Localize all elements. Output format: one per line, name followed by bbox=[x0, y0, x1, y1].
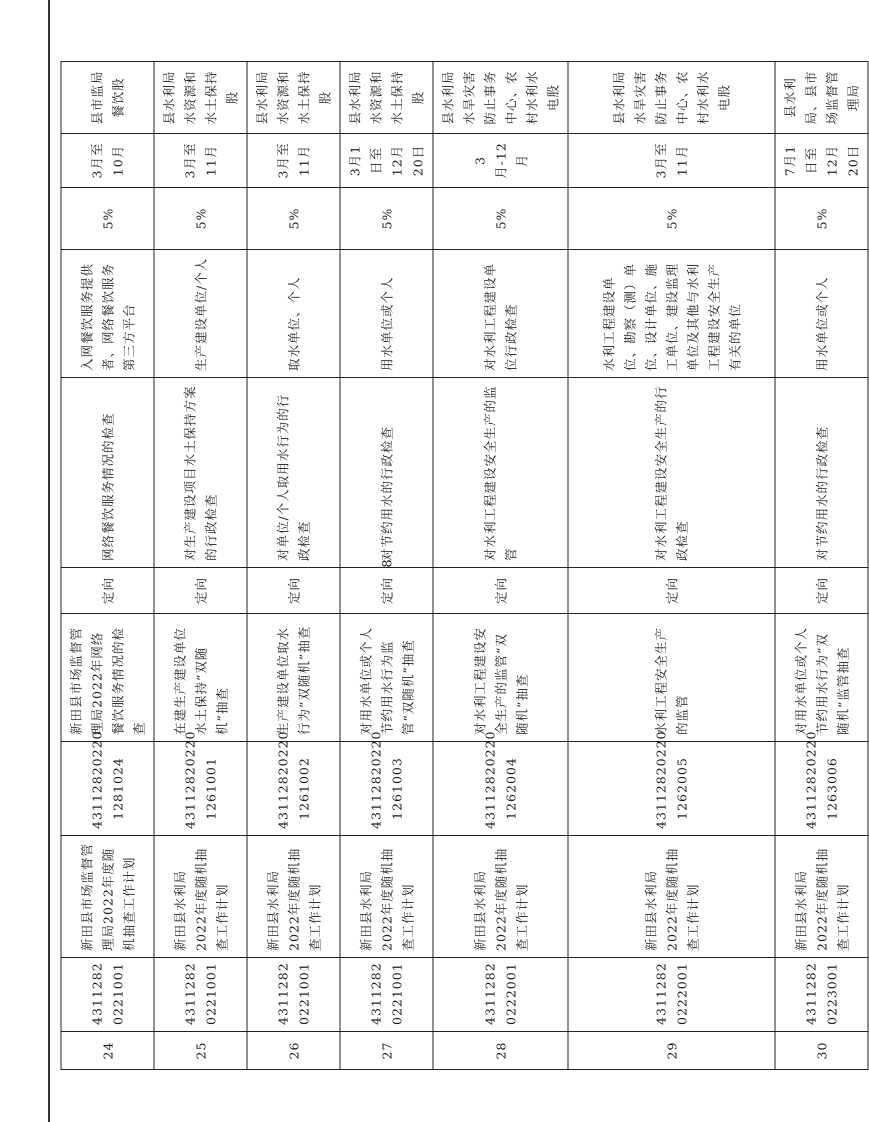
cell-object: 对水利工程建设单位行政检查 bbox=[433, 250, 568, 378]
cell-task-code: 43112820220 1261001 bbox=[154, 742, 247, 836]
cell-no: 30 bbox=[775, 1032, 868, 1070]
cell-object: 取水单位、个人 bbox=[247, 250, 340, 378]
cell-code: 4311282 0222001 bbox=[433, 958, 568, 1032]
table-row bbox=[775, 62, 868, 1070]
cell-object: 水利工程建设单位、勘察（测）单位、设计单位、施工单位、建设监理单位及其他与水利工程建设安全生产有关的单位 bbox=[568, 250, 775, 378]
cell-dept: 县水利局、县市场监督管理局 bbox=[775, 62, 868, 134]
cell-type: 定向 bbox=[247, 568, 340, 614]
cell-type: 定向 bbox=[775, 568, 868, 614]
cell-task-name: 新田县市场监督管理局2022年网络餐饮服务情况的检查 bbox=[61, 614, 154, 742]
cell-plan: 新田县水利局2022年度随机抽查工作计划 bbox=[433, 836, 568, 958]
cell-dept: 县水利局水旱灾害防止事务中心、农村水利水电股 bbox=[568, 62, 775, 134]
cell-task-code: 43112820220 1263006 bbox=[775, 742, 868, 836]
cell-task-code: 43112820220 1261003 bbox=[340, 742, 433, 836]
cell-type: 定向 bbox=[154, 568, 247, 614]
cell-plan: 新田县水利局2022年度随机抽查工作计划 bbox=[775, 836, 868, 958]
page-edge-line bbox=[48, 0, 50, 1122]
cell-item: 对水利工程建设安全生产的监管 bbox=[433, 378, 568, 568]
table-row bbox=[61, 62, 154, 1070]
cell-item: 对水利工程建设安全生产的行政检查 bbox=[568, 378, 775, 568]
cell-code: 4311282 0222001 bbox=[568, 958, 775, 1032]
table-body bbox=[61, 62, 868, 1070]
cell-task-name: 在建生产建设单位水土保持“双随机”抽查 bbox=[154, 614, 247, 742]
cell-type: 定向 bbox=[568, 568, 775, 614]
cell-ratio: 5% bbox=[568, 188, 775, 250]
cell-plan: 新田县市场监督管理局2022年度随机抽查工作计划 bbox=[61, 836, 154, 958]
cell-dept: 县水利局水资源和水土保持股 bbox=[247, 62, 340, 134]
cell-task-code: 43112820220 1261002 bbox=[247, 742, 340, 836]
cell-item: 网络餐饮服务情况的检查 bbox=[61, 378, 154, 568]
cell-type: 定向 bbox=[433, 568, 568, 614]
cell-code: 4311282 0221001 bbox=[247, 958, 340, 1032]
cell-item: 对节约用水的行政检查 bbox=[340, 378, 433, 568]
cell-dept: 县水利局水资源和水土保持股 bbox=[154, 62, 247, 134]
cell-type: 定向 bbox=[340, 568, 433, 614]
cell-time: 3月至10月 bbox=[61, 134, 154, 188]
cell-ratio: 5% bbox=[775, 188, 868, 250]
cell-no: 29 bbox=[568, 1032, 775, 1070]
cell-task-code: 43112820220 1262005 bbox=[568, 742, 775, 836]
cell-plan: 新田县水利局2022年度随机抽查工作计划 bbox=[154, 836, 247, 958]
cell-item: 对单位/个人取用水行为的行政检查 bbox=[247, 378, 340, 568]
cell-no: 26 bbox=[247, 1032, 340, 1070]
cell-task-name: 生产建设单位取水行为“双随机”抽查 bbox=[247, 614, 340, 742]
cell-object: 生产建设单位/个人 bbox=[154, 250, 247, 378]
cell-code: 4311282 0221001 bbox=[61, 958, 154, 1032]
cell-no: 25 bbox=[154, 1032, 247, 1070]
inspection-plan-table bbox=[61, 61, 869, 1070]
cell-no: 28 bbox=[433, 1032, 568, 1070]
page-number: 8 bbox=[380, 559, 396, 568]
cell-plan: 新田县水利局2022年度随机抽查工作计划 bbox=[340, 836, 433, 958]
cell-task-name: 对用水单位或个人节约用水行为“双随机”监管抽查 bbox=[775, 614, 868, 742]
cell-type: 定向 bbox=[61, 568, 154, 614]
cell-code: 4311282 0221001 bbox=[340, 958, 433, 1032]
cell-ratio: 5% bbox=[154, 188, 247, 250]
cell-task-name: 对用水单位或个人节约用水行为监管“双随机”抽查 bbox=[340, 614, 433, 742]
cell-dept: 县市监局餐饮股 bbox=[61, 62, 154, 134]
cell-code: 4311282 0221001 bbox=[154, 958, 247, 1032]
cell-time: 3月1日至12月20日 bbox=[340, 134, 433, 188]
cell-dept: 县水利局水旱灾害防止事务中心、农村水利水电股 bbox=[433, 62, 568, 134]
cell-plan: 新田县水利局2022年度随机抽查工作计划 bbox=[247, 836, 340, 958]
cell-item: 对节约用水的行政检查 bbox=[775, 378, 868, 568]
cell-no: 24 bbox=[61, 1032, 154, 1070]
cell-object: 用水单位或个人 bbox=[340, 250, 433, 378]
cell-task-name: 对水利工程建设安全生产的监管“双随机”抽查 bbox=[433, 614, 568, 742]
cell-no: 27 bbox=[340, 1032, 433, 1070]
cell-time: 3月至11月 bbox=[154, 134, 247, 188]
table-row bbox=[433, 62, 568, 1070]
cell-time: 7月1日至12月20日 bbox=[775, 134, 868, 188]
cell-time: 3月至11月 bbox=[247, 134, 340, 188]
cell-plan: 新田县水利局2022年度随机抽查工作计划 bbox=[568, 836, 775, 958]
table-row bbox=[568, 62, 775, 1070]
cell-time: 3月-12月 bbox=[433, 134, 568, 188]
cell-task-code: 43112820220 1262004 bbox=[433, 742, 568, 836]
cell-ratio: 5% bbox=[61, 188, 154, 250]
cell-dept: 县水利局水资源和水土保持股 bbox=[340, 62, 433, 134]
cell-time: 3月至11月 bbox=[568, 134, 775, 188]
cell-object: 入网餐饮服务提供者、网络餐饮服务第三方平台 bbox=[61, 250, 154, 378]
cell-task-code: 43112820220 1281024 bbox=[61, 742, 154, 836]
cell-ratio: 5% bbox=[433, 188, 568, 250]
cell-code: 4311282 0223001 bbox=[775, 958, 868, 1032]
table-row bbox=[247, 62, 340, 1070]
cell-ratio: 5% bbox=[247, 188, 340, 250]
cell-object: 用水单位或个人 bbox=[775, 250, 868, 378]
cell-ratio: 5% bbox=[340, 188, 433, 250]
table-row bbox=[154, 62, 247, 1070]
cell-item: 对生产建设项目水土保持方案的行政检查 bbox=[154, 378, 247, 568]
cell-task-name: 水利工程安全生产的监管 bbox=[568, 614, 775, 742]
